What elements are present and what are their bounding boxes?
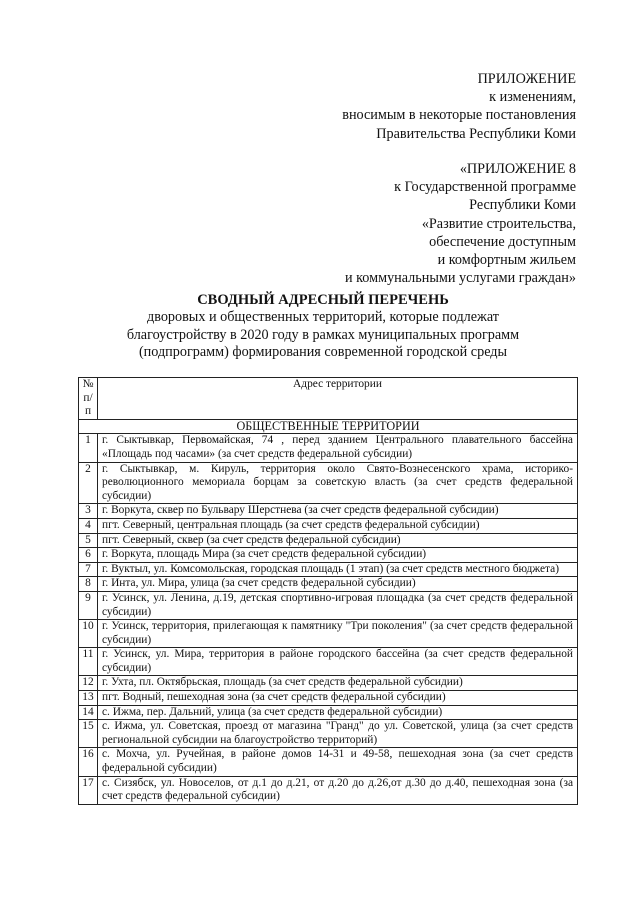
row-number: 14 [79, 705, 98, 720]
row-address: г. Воркута, площадь Мира (за счет средств федеральной субсидии) [98, 548, 578, 563]
annex-8-line: обеспечение доступным [429, 233, 576, 250]
table-row [79, 748, 578, 776]
row-address: г. Усинск, ул. Ленина, д.19, детская спортивно-игровая площадка (за счет средств федеральной субсидии) [98, 591, 578, 619]
table-row [79, 720, 578, 748]
row-address: г. Вуктыл, ул. Комсомольская, городская площадь (1 этап) (за счет средств местного бюджета) [98, 562, 578, 577]
annex-header [342, 70, 576, 143]
row-number: 1 [79, 434, 98, 462]
section-label: ОБЩЕСТВЕННЫЕ ТЕРРИТОРИИ [79, 419, 578, 434]
row-address: г. Воркута, сквер по Бульвару Шерстнева (за счет средств федеральной субсидии) [98, 504, 578, 519]
table-row [79, 648, 578, 676]
annex-8-header [345, 160, 576, 287]
row-number: 17 [79, 776, 98, 804]
table-row [79, 518, 578, 533]
table-row [79, 462, 578, 504]
row-number: 11 [79, 648, 98, 676]
table-row [79, 548, 578, 563]
row-address: пгт. Северный, центральная площадь (за счет средств федеральной субсидии) [98, 518, 578, 533]
row-number: 8 [79, 577, 98, 592]
annex-header-line: ПРИЛОЖЕНИЕ [477, 71, 576, 87]
table-row [79, 434, 578, 462]
row-number: 5 [79, 533, 98, 548]
annex-8-line: и комфортным жильем [437, 252, 576, 269]
row-number: 12 [79, 676, 98, 691]
row-address: г. Инта, ул. Мира, улица (за счет средств федеральной субсидии) [98, 577, 578, 592]
annex-header-line: Правительства Республики Коми [376, 125, 576, 142]
annex-8-line: «Развитие строительства, [421, 215, 576, 232]
annex-8-line: и коммунальными услугами граждан» [344, 270, 576, 287]
document-title [80, 291, 566, 362]
row-address: г. Сыктывкар, Первомайская, 74 , перед зданием Центрального плавательного бассейна «Площадь под часами» (за счет средств федеральной субсидии) [98, 434, 578, 462]
row-number: 3 [79, 504, 98, 519]
row-address: пгт. Северный, сквер (за счет средств федеральной субсидии) [98, 533, 578, 548]
row-address: с. Ижма, ул. Советская, проезд от магазина "Гранд" до ул. Советской, улица (за счет средств региональной субсидии на благоустройство территорий) [98, 720, 578, 748]
row-number: 16 [79, 748, 98, 776]
annex-header-line: к изменениям, [489, 89, 576, 106]
row-number: 4 [79, 518, 98, 533]
table-row [79, 504, 578, 519]
row-address: с. Сизябск, ул. Новоселов, от д.1 до д.21, от д.20 до д.26,от д.30 до д.40, пешеходная зона (за счет средств федеральной субсидии) [98, 776, 578, 804]
annex-8-line: Республики Коми [469, 197, 576, 214]
title-sub-line: дворовых и общественных территорий, которые подлежат [147, 309, 499, 325]
row-address: г. Ухта, пл. Октябрьская, площадь (за счет средств федеральной субсидии) [98, 676, 578, 691]
row-address: г. Сыктывкар, м. Кируль, территория около Свято-Вознесенского храма, историко-революционного мемориала борцам за советскую власть (за счет средств федеральной субсидии) [98, 462, 578, 504]
title-sub-line: (подпрограмм) формирования современной городской среды [138, 344, 508, 361]
annex-8-line: «ПРИЛОЖЕНИЕ 8 [459, 161, 576, 177]
row-number: 9 [79, 591, 98, 619]
table-row [79, 776, 578, 804]
annex-8-line: к Государственной программе [394, 179, 576, 196]
table-row [79, 691, 578, 706]
row-address: г. Усинск, ул. Мира, территория в районе городского бассейна (за счет средств федеральной субсидии) [98, 648, 578, 676]
row-number: 7 [79, 562, 98, 577]
header-num: № п/п [79, 378, 98, 420]
table-row [79, 562, 578, 577]
row-number: 15 [79, 720, 98, 748]
section-row [79, 419, 578, 434]
row-number: 6 [79, 548, 98, 563]
table-header-row [79, 378, 578, 420]
header-address: Адрес территории [98, 378, 578, 420]
table-row [79, 620, 578, 648]
row-address: пгт. Водный, пешеходная зона (за счет средств федеральной субсидии) [98, 691, 578, 706]
table-row [79, 676, 578, 691]
row-address: с. Мохча, ул. Ручейная, в районе домов 14-31 и 49-58, пешеходная зона (за счет средств федеральной субсидии) [98, 748, 578, 776]
row-number: 2 [79, 462, 98, 504]
table-row [79, 577, 578, 592]
table-row [79, 533, 578, 548]
annex-header-line: вносимым в некоторые постановления [342, 107, 576, 124]
title-sub-line: благоустройству в 2020 году в рамках муниципальных программ [126, 326, 520, 343]
row-address: с. Ижма, пер. Дальний, улица (за счет средств федеральной субсидии) [98, 705, 578, 720]
table-row [79, 591, 578, 619]
row-number: 10 [79, 620, 98, 648]
title-main: СВОДНЫЙ АДРЕСНЫЙ ПЕРЕЧЕНЬ [197, 292, 449, 308]
row-address: г. Усинск, территория, прилегающая к памятнику "Три поколения" (за счет средств федеральной субсидии) [98, 620, 578, 648]
address-table [78, 377, 578, 805]
row-number: 13 [79, 691, 98, 706]
table-body [79, 419, 578, 804]
table-row [79, 705, 578, 720]
